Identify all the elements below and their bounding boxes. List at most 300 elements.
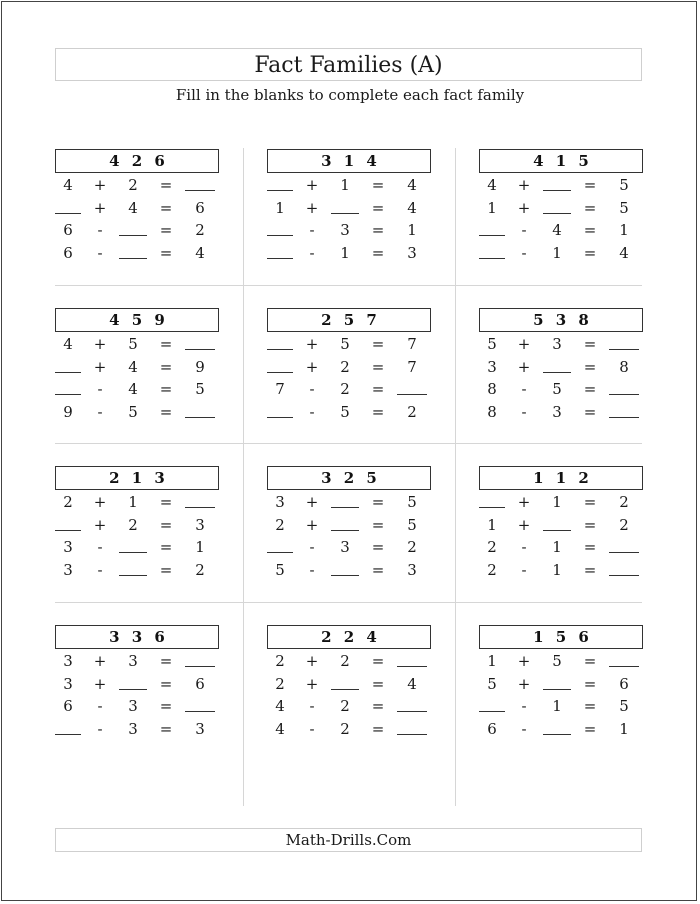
number: 1 [487, 198, 497, 217]
number: 1 [619, 719, 629, 738]
operator: + [93, 198, 107, 217]
equals-sign: = [371, 198, 385, 217]
answer-blank[interactable] [185, 697, 215, 712]
fact-family-numbers: 5 3 8 [479, 308, 643, 332]
number: 5 [340, 335, 350, 353]
number: 5 [128, 335, 138, 353]
fact-family [55, 625, 225, 745]
equals-sign: = [159, 198, 173, 217]
answer-blank[interactable] [55, 380, 81, 395]
number: 3 [195, 515, 205, 534]
operator: - [309, 719, 315, 738]
number: 2 [619, 493, 629, 511]
number: 5 [407, 493, 417, 511]
grid-divider [243, 148, 244, 806]
equals-sign: = [159, 176, 173, 194]
answer-blank[interactable] [397, 697, 427, 712]
answer-blank[interactable] [185, 335, 215, 350]
fact-family-numbers: 4 2 6 [55, 149, 219, 173]
equation-row [479, 356, 649, 378]
number: 8 [487, 402, 497, 421]
answer-blank[interactable] [543, 358, 571, 373]
equation-row [55, 718, 225, 740]
operator: - [97, 243, 103, 262]
equals-sign: = [583, 380, 597, 398]
number: 5 [195, 380, 205, 398]
equals-sign: = [159, 357, 173, 376]
operator: - [97, 538, 103, 556]
number: 5 [487, 335, 497, 353]
equation-row [267, 197, 437, 219]
operator: + [305, 493, 319, 511]
operator: + [93, 357, 107, 376]
fact-family-numbers: 3 1 4 [267, 149, 431, 173]
number: 2 [128, 176, 138, 194]
equation-row [267, 650, 437, 672]
operator: - [309, 538, 315, 556]
number: 3 [340, 221, 350, 239]
operator: + [305, 335, 319, 353]
page-border [1, 1, 697, 901]
equation-row [479, 536, 649, 558]
fact-family-numbers: 2 1 3 [55, 466, 219, 490]
number: 2 [407, 402, 417, 421]
equals-sign: = [371, 380, 385, 398]
number: 5 [619, 198, 629, 217]
fact-family-numbers: 3 3 6 [55, 625, 219, 649]
equals-sign: = [583, 402, 597, 421]
equals-sign: = [583, 357, 597, 376]
number: 5 [619, 697, 629, 715]
number: 5 [552, 380, 562, 398]
number: 1 [552, 493, 562, 511]
equals-sign: = [159, 674, 173, 693]
equation-row [479, 673, 649, 695]
answer-blank[interactable] [267, 538, 293, 553]
number: 3 [195, 719, 205, 738]
fact-family-numbers: 2 2 4 [267, 625, 431, 649]
number: 6 [63, 697, 73, 715]
equation-row [267, 491, 437, 513]
operator: - [309, 380, 315, 398]
equals-sign: = [371, 176, 385, 194]
fact-family [55, 149, 225, 269]
answer-blank[interactable] [543, 199, 571, 214]
fact-family-numbers: 1 1 2 [479, 466, 643, 490]
equation-row [55, 378, 225, 400]
operator: - [521, 560, 527, 579]
answer-blank[interactable] [267, 221, 293, 236]
number: 7 [275, 380, 285, 398]
operator: - [521, 697, 527, 715]
operator: - [97, 697, 103, 715]
operator: - [97, 380, 103, 398]
equation-row [267, 401, 437, 423]
fact-family [267, 625, 437, 745]
answer-blank[interactable] [55, 358, 81, 373]
equals-sign: = [159, 221, 173, 239]
fact-family [55, 466, 225, 586]
operator: - [97, 402, 103, 421]
fact-family [267, 466, 437, 586]
equals-sign: = [583, 221, 597, 239]
number: 7 [407, 335, 417, 353]
answer-blank[interactable] [543, 516, 571, 531]
equation-row [267, 242, 437, 264]
equals-sign: = [159, 243, 173, 262]
number: 3 [340, 538, 350, 556]
equals-sign: = [159, 719, 173, 738]
number: 1 [407, 221, 417, 239]
equals-sign: = [159, 538, 173, 556]
operator: + [305, 674, 319, 693]
fact-family [479, 149, 649, 269]
equation-row [479, 242, 649, 264]
equals-sign: = [159, 380, 173, 398]
operator: + [517, 493, 531, 511]
equation-row [267, 718, 437, 740]
equals-sign: = [583, 538, 597, 556]
number: 4 [275, 719, 285, 738]
operator: + [305, 652, 319, 670]
answer-blank[interactable] [119, 538, 147, 553]
equation-row [267, 333, 437, 355]
number: 1 [619, 221, 629, 239]
operator: - [521, 402, 527, 421]
number: 3 [63, 652, 73, 670]
number: 2 [340, 357, 350, 376]
grid-divider [455, 148, 456, 806]
number: 4 [128, 380, 138, 398]
equation-row [267, 219, 437, 241]
grid-divider [55, 443, 642, 444]
answer-blank[interactable] [397, 720, 427, 735]
operator: + [93, 493, 107, 511]
number: 3 [552, 402, 562, 421]
equals-sign: = [159, 493, 173, 511]
equation-row [55, 197, 225, 219]
number: 4 [407, 674, 417, 693]
fact-family-numbers: 1 5 6 [479, 625, 643, 649]
answer-blank[interactable] [543, 675, 571, 690]
number: 2 [275, 652, 285, 670]
number: 4 [195, 243, 205, 262]
equation-row [55, 219, 225, 241]
equation-row [479, 401, 649, 423]
equation-row [479, 333, 649, 355]
equals-sign: = [371, 560, 385, 579]
answer-blank[interactable] [119, 244, 147, 259]
answer-blank[interactable] [119, 675, 147, 690]
operator: + [517, 515, 531, 534]
operator: + [93, 674, 107, 693]
equation-row [267, 695, 437, 717]
number: 6 [63, 221, 73, 239]
operator: - [521, 221, 527, 239]
operator: + [305, 176, 319, 194]
fact-family-numbers: 2 5 7 [267, 308, 431, 332]
answer-blank[interactable] [479, 493, 505, 508]
page-title: Fact Families (A) [55, 48, 642, 81]
answer-blank[interactable] [331, 675, 359, 690]
answer-blank[interactable] [609, 652, 639, 667]
operator: - [521, 538, 527, 556]
number: 5 [552, 652, 562, 670]
number: 2 [340, 719, 350, 738]
answer-blank[interactable] [55, 199, 81, 214]
equation-row [55, 695, 225, 717]
equation-row [55, 356, 225, 378]
operator: - [309, 697, 315, 715]
number: 1 [340, 243, 350, 262]
equation-row [479, 174, 649, 196]
number: 1 [487, 652, 497, 670]
equation-row [479, 219, 649, 241]
number: 8 [619, 357, 629, 376]
answer-blank[interactable] [331, 493, 359, 508]
operator: - [97, 560, 103, 579]
answer-blank[interactable] [397, 380, 427, 395]
equals-sign: = [583, 697, 597, 715]
equation-row [55, 242, 225, 264]
number: 4 [407, 198, 417, 217]
answer-blank[interactable] [331, 561, 359, 576]
number: 6 [487, 719, 497, 738]
equals-sign: = [371, 221, 385, 239]
equals-sign: = [371, 697, 385, 715]
number: 4 [63, 176, 73, 194]
equation-row [55, 401, 225, 423]
number: 2 [407, 538, 417, 556]
equals-sign: = [583, 719, 597, 738]
operator: - [309, 243, 315, 262]
answer-blank[interactable] [267, 335, 293, 350]
operator: + [517, 335, 531, 353]
answer-blank[interactable] [267, 403, 293, 418]
operator: + [305, 198, 319, 217]
fact-family [479, 625, 649, 745]
equals-sign: = [583, 652, 597, 670]
answer-blank[interactable] [119, 221, 147, 236]
equals-sign: = [583, 560, 597, 579]
operator: + [517, 652, 531, 670]
operator: + [517, 176, 531, 194]
equals-sign: = [371, 402, 385, 421]
equation-row [267, 673, 437, 695]
grid-divider [55, 285, 642, 286]
equals-sign: = [583, 198, 597, 217]
equals-sign: = [371, 515, 385, 534]
number: 2 [340, 697, 350, 715]
equals-sign: = [371, 357, 385, 376]
operator: + [93, 652, 107, 670]
number: 9 [63, 402, 73, 421]
operator: + [305, 515, 319, 534]
number: 6 [195, 198, 205, 217]
number: 2 [619, 515, 629, 534]
number: 4 [128, 357, 138, 376]
answer-blank[interactable] [185, 403, 215, 418]
operator: - [309, 402, 315, 421]
answer-blank[interactable] [267, 244, 293, 259]
operator: - [97, 719, 103, 738]
answer-blank[interactable] [331, 199, 359, 214]
equation-row [267, 536, 437, 558]
equation-row [55, 650, 225, 672]
equation-row [267, 174, 437, 196]
number: 5 [407, 515, 417, 534]
number: 6 [619, 674, 629, 693]
number: 4 [487, 176, 497, 194]
equals-sign: = [583, 243, 597, 262]
number: 3 [487, 357, 497, 376]
operator: + [305, 357, 319, 376]
operator: + [93, 335, 107, 353]
equals-sign: = [159, 652, 173, 670]
number: 7 [407, 357, 417, 376]
number: 4 [63, 335, 73, 353]
equals-sign: = [583, 674, 597, 693]
fact-family [267, 149, 437, 269]
operator: - [309, 560, 315, 579]
equals-sign: = [371, 674, 385, 693]
number: 5 [487, 674, 497, 693]
answer-blank[interactable] [479, 244, 505, 259]
operator: + [517, 198, 531, 217]
number: 5 [128, 402, 138, 421]
number: 2 [340, 652, 350, 670]
number: 2 [195, 560, 205, 579]
equation-row [267, 356, 437, 378]
number: 3 [63, 560, 73, 579]
answer-blank[interactable] [479, 697, 505, 712]
answer-blank[interactable] [185, 176, 215, 191]
number: 6 [195, 674, 205, 693]
equation-row [479, 514, 649, 536]
equation-row [267, 378, 437, 400]
number: 2 [128, 515, 138, 534]
equation-row [479, 559, 649, 581]
fact-family [479, 308, 649, 428]
number: 4 [552, 221, 562, 239]
answer-blank[interactable] [543, 720, 571, 735]
footer-credit: Math-Drills.Com [55, 828, 642, 852]
operator: + [93, 515, 107, 534]
operator: + [517, 357, 531, 376]
equals-sign: = [583, 493, 597, 511]
fact-family-numbers: 4 5 9 [55, 308, 219, 332]
number: 1 [552, 243, 562, 262]
answer-blank[interactable] [185, 493, 215, 508]
answer-blank[interactable] [609, 380, 639, 395]
equation-row [479, 197, 649, 219]
number: 4 [128, 198, 138, 217]
number: 1 [195, 538, 205, 556]
equation-row [55, 491, 225, 513]
number: 1 [552, 560, 562, 579]
equation-row [55, 673, 225, 695]
answer-blank[interactable] [479, 221, 505, 236]
number: 3 [63, 538, 73, 556]
operator: - [521, 380, 527, 398]
operator: - [309, 221, 315, 239]
number: 1 [552, 538, 562, 556]
equation-row [267, 514, 437, 536]
fact-family [479, 466, 649, 586]
operator: + [517, 674, 531, 693]
equals-sign: = [159, 515, 173, 534]
number: 2 [487, 560, 497, 579]
answer-blank[interactable] [397, 652, 427, 667]
answer-blank[interactable] [609, 561, 639, 576]
answer-blank[interactable] [55, 516, 81, 531]
number: 1 [487, 515, 497, 534]
equation-row [55, 536, 225, 558]
grid-divider [55, 602, 642, 603]
equation-row [55, 174, 225, 196]
equals-sign: = [583, 176, 597, 194]
number: 2 [63, 493, 73, 511]
number: 3 [275, 493, 285, 511]
equals-sign: = [159, 402, 173, 421]
operator: - [521, 719, 527, 738]
fact-family-numbers: 3 2 5 [267, 466, 431, 490]
equation-row [55, 333, 225, 355]
answer-blank[interactable] [543, 176, 571, 191]
equation-row [479, 491, 649, 513]
number: 3 [63, 674, 73, 693]
operator: - [521, 243, 527, 262]
answer-blank[interactable] [609, 538, 639, 553]
number: 3 [128, 652, 138, 670]
equation-row [55, 559, 225, 581]
number: 5 [340, 402, 350, 421]
answer-blank[interactable] [55, 720, 81, 735]
answer-blank[interactable] [331, 516, 359, 531]
number: 6 [63, 243, 73, 262]
answer-blank[interactable] [267, 358, 293, 373]
equals-sign: = [371, 335, 385, 353]
equals-sign: = [371, 493, 385, 511]
number: 3 [407, 243, 417, 262]
equals-sign: = [159, 560, 173, 579]
number: 4 [619, 243, 629, 262]
number: 2 [340, 380, 350, 398]
equation-row [479, 718, 649, 740]
equals-sign: = [159, 335, 173, 353]
answer-blank[interactable] [119, 561, 147, 576]
fact-family-numbers: 4 1 5 [479, 149, 643, 173]
number: 5 [619, 176, 629, 194]
number: 1 [552, 697, 562, 715]
equals-sign: = [583, 515, 597, 534]
equation-row [267, 559, 437, 581]
instructions: Fill in the blanks to complete each fact family [175, 86, 525, 104]
number: 1 [128, 493, 138, 511]
number: 9 [195, 357, 205, 376]
answer-blank[interactable] [609, 403, 639, 418]
answer-blank[interactable] [185, 652, 215, 667]
equation-row [479, 378, 649, 400]
equals-sign: = [371, 538, 385, 556]
number: 1 [340, 176, 350, 194]
answer-blank[interactable] [267, 176, 293, 191]
number: 3 [407, 560, 417, 579]
number: 8 [487, 380, 497, 398]
equals-sign: = [583, 335, 597, 353]
answer-blank[interactable] [609, 335, 639, 350]
number: 2 [487, 538, 497, 556]
